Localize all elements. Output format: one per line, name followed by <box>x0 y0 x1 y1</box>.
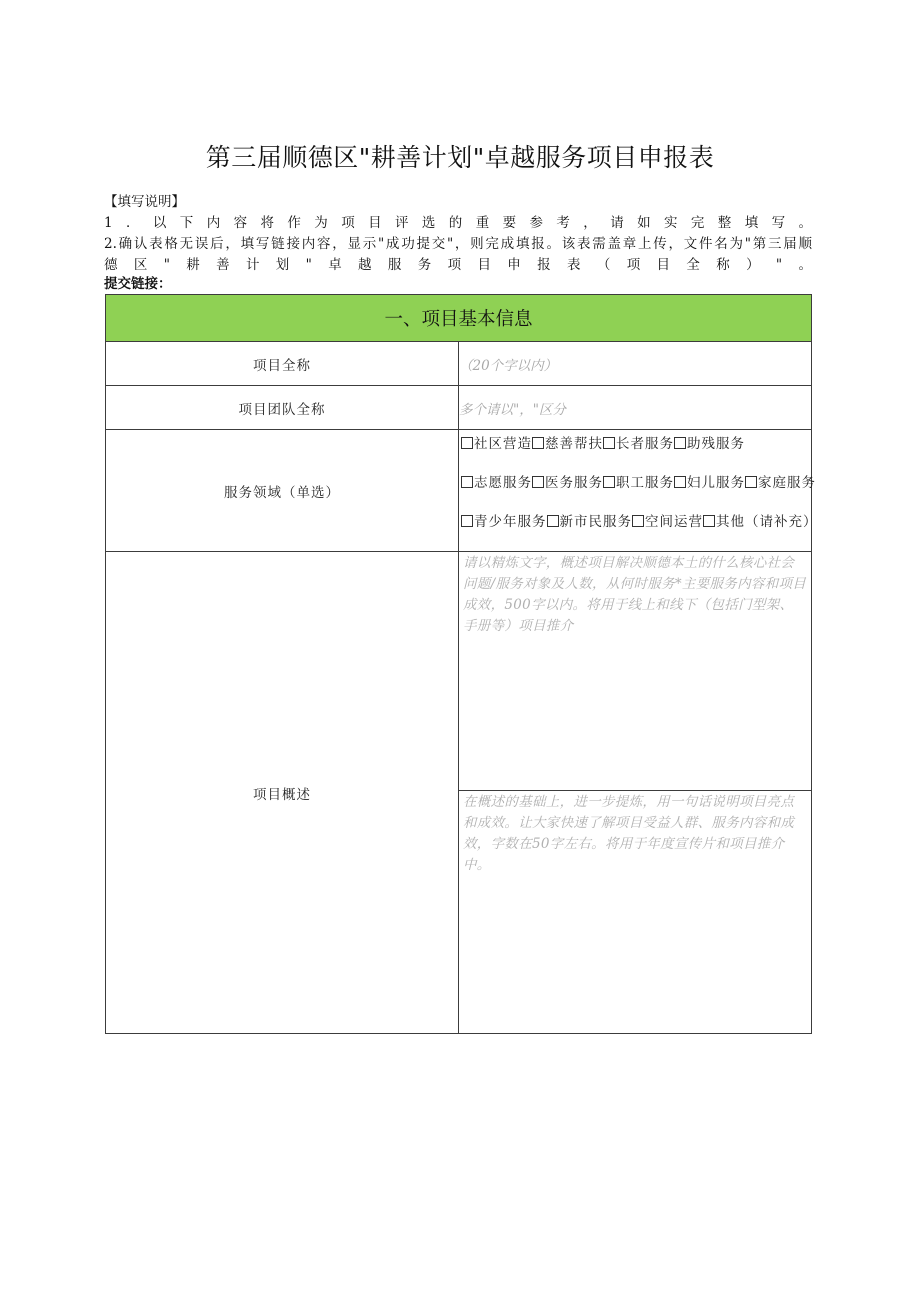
project-name-field[interactable] <box>459 342 812 386</box>
options-row-1 <box>461 434 811 473</box>
team-name-row <box>106 386 812 430</box>
checkbox-icon[interactable] <box>603 437 615 449</box>
checkbox-option[interactable]: 家庭服务 <box>745 475 816 491</box>
checkbox-icon[interactable] <box>532 476 544 488</box>
overview-field[interactable] <box>459 552 812 791</box>
overview-row <box>106 552 812 791</box>
checkbox-icon[interactable] <box>674 476 686 488</box>
application-form <box>105 294 818 1034</box>
section-header: 一、项目基本信息 <box>106 295 812 342</box>
checkbox-option[interactable]: 助残服务 <box>674 436 745 452</box>
options-row-3 <box>461 512 818 551</box>
overview-placeholder: 请以精炼文字，概述项目解决顺德本土的什么核心社会问题/服务对象及人数，从何时服务*主要服务内容和项目成效，500字以内。将用于线上和线下（包括门型架、手册等）项目推介 <box>463 555 807 634</box>
checkbox-icon[interactable] <box>461 437 473 449</box>
team-name-label: 项目团队全称 <box>106 386 459 430</box>
project-name-placeholder: （20个字以内） <box>459 357 558 374</box>
checkbox-option[interactable]: 妇儿服务 <box>674 475 745 491</box>
checkbox-option[interactable]: 职工服务 <box>603 475 674 491</box>
checkbox-icon[interactable] <box>745 476 757 488</box>
project-name-label: 项目全称 <box>106 342 459 386</box>
checkbox-option[interactable]: 社区营造 <box>461 436 532 452</box>
options-row-2 <box>461 473 816 512</box>
checkbox-option[interactable]: 长者服务 <box>603 436 674 452</box>
submit-link-label: 提交链接： <box>104 276 172 292</box>
checkbox-icon[interactable] <box>603 476 615 488</box>
instruction-line-2a: 2.确认表格无误后，填写链接内容，显示"成功提交"，则完成填报。该表需盖章上传，文件名为"第三届顺 <box>104 236 812 252</box>
checkbox-icon[interactable] <box>632 515 644 527</box>
checkbox-icon[interactable] <box>674 437 686 449</box>
page-title: 第三届顺德区"耕善计划"卓越服务项目申报表 <box>205 143 715 172</box>
checkbox-option[interactable]: 新市民服务 <box>547 514 633 530</box>
team-name-placeholder: 多个请以"，"区分 <box>459 401 566 418</box>
team-name-field[interactable] <box>459 386 812 430</box>
instructions-heading: 【填写说明】 <box>104 194 185 210</box>
instruction-line-1: 1．以下内容将作为项目评选的重要参考，请如实完整填写。 <box>104 215 812 231</box>
checkbox-option[interactable]: 其他（请补充） <box>703 514 818 530</box>
checkbox-option[interactable]: 慈善帮扶 <box>532 436 603 452</box>
checkbox-option[interactable]: 志愿服务 <box>461 475 532 491</box>
instruction-line-2b: 德区"耕善计划"卓越服务项目申报表（项目全称）"。 <box>104 257 812 273</box>
checkbox-icon[interactable] <box>547 515 559 527</box>
checkbox-option[interactable]: 医务服务 <box>532 475 603 491</box>
service-domain-row <box>106 430 812 552</box>
overview-label: 项目概述 <box>106 552 459 1034</box>
checkbox-icon[interactable] <box>532 437 544 449</box>
checkbox-icon[interactable] <box>703 515 715 527</box>
service-domain-options <box>459 430 818 552</box>
service-domain-label: 服务领域（单选） <box>106 430 459 552</box>
project-name-row <box>106 342 812 386</box>
checkbox-option[interactable]: 空间运营 <box>632 514 703 530</box>
overview-summary-placeholder: 在概述的基础上，进一步提炼，用一句话说明项目亮点和成效。让大家快速了解项目受益人群、服务内容和成效，字数在50字左右。将用于年度宣传片和项目推介中。 <box>463 794 795 873</box>
instructions <box>104 192 812 292</box>
checkbox-icon[interactable] <box>461 476 473 488</box>
checkbox-icon[interactable] <box>461 515 473 527</box>
overview-summary-field[interactable] <box>459 791 812 1034</box>
checkbox-option[interactable]: 青少年服务 <box>461 514 547 530</box>
